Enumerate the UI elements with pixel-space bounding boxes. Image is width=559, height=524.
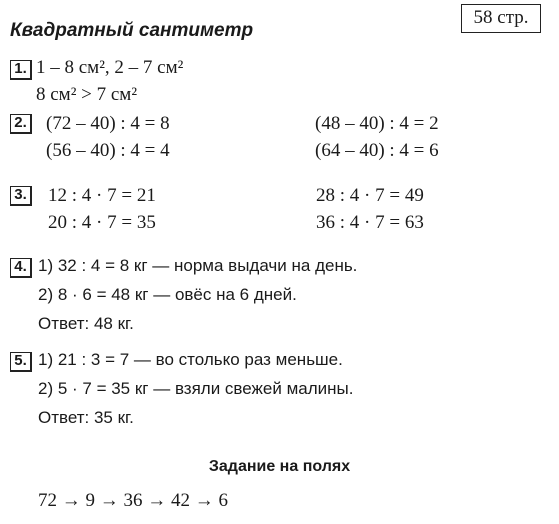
task-3-left-1: 12 : 4 · 7 = 21 bbox=[48, 185, 156, 206]
task-number-1: 1. bbox=[10, 60, 32, 80]
task-3-left-2: 20 : 4 · 7 = 35 bbox=[48, 212, 156, 233]
page-number-box: 58 стр. bbox=[461, 4, 541, 33]
task-4-line-1: 1) 32 : 4 = 8 кг — норма выдачи на день. bbox=[38, 256, 358, 275]
task-2-right-2: (64 – 40) : 4 = 6 bbox=[315, 140, 439, 161]
task-4-line-2: 2) 8 · 6 = 48 кг — овёс на 6 дней. bbox=[38, 285, 297, 304]
task-number-2: 2. bbox=[10, 114, 32, 134]
task-number-4: 4. bbox=[10, 258, 32, 278]
task-3-right-2: 36 : 4 · 7 = 63 bbox=[316, 212, 424, 233]
task-3-right-1: 28 : 4 · 7 = 49 bbox=[316, 185, 424, 206]
task-1-line-1: 1 – 8 см², 2 – 7 см² bbox=[36, 57, 184, 78]
task-2-left-1: (72 – 40) : 4 = 8 bbox=[46, 113, 170, 134]
task-4-answer: Ответ: 48 кг. bbox=[38, 314, 134, 333]
task-2-right-1: (48 – 40) : 4 = 2 bbox=[315, 113, 439, 134]
task-1-line-2: 8 см² > 7 см² bbox=[36, 84, 138, 105]
task-5-line-2: 2) 5 · 7 = 35 кг — взяли свежей малины. bbox=[38, 379, 354, 398]
task-5-line-1: 1) 21 : 3 = 7 — во столько раз меньше. bbox=[38, 350, 343, 369]
task-number-3: 3. bbox=[10, 186, 32, 206]
task-number-5: 5. bbox=[10, 352, 32, 372]
margin-task-heading: Задание на полях bbox=[208, 458, 351, 475]
margin-task-sequence: 72 → 9 → 36 → 42 → 6 bbox=[38, 490, 228, 511]
task-5-answer: Ответ: 35 кг. bbox=[38, 408, 134, 427]
section-title: Квадратный сантиметр bbox=[10, 20, 254, 41]
task-2-left-2: (56 – 40) : 4 = 4 bbox=[46, 140, 170, 161]
